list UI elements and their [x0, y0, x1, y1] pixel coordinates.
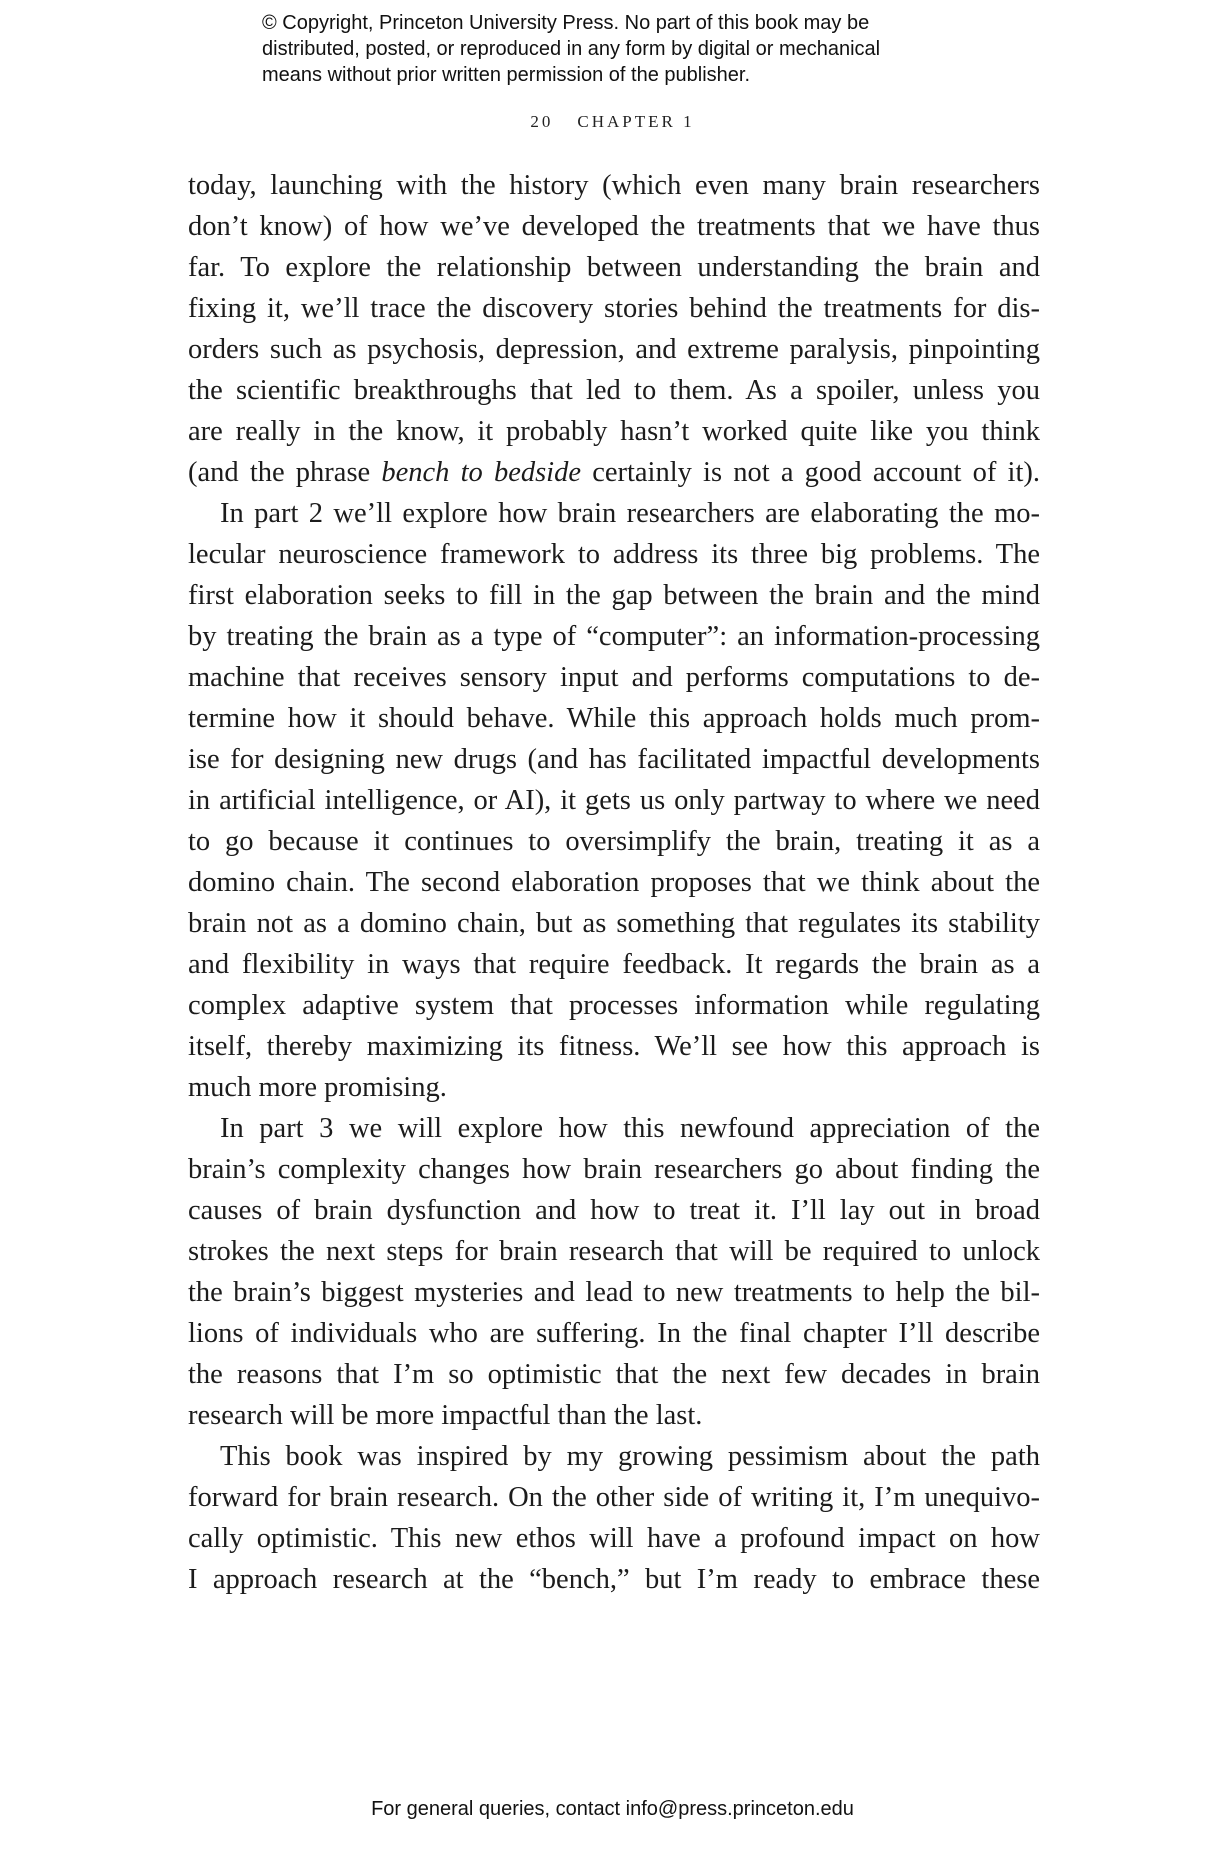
- text-line: ise for designing new drugs (and has facilitated impactful developments: [188, 744, 1040, 775]
- text-line: In part 3 we will explore how this newfound appreciation of the: [220, 1113, 1040, 1144]
- paragraph-2: [188, 493, 1040, 1108]
- text-line: the scientific breakthroughs that led to them. As a spoiler, unless you: [188, 375, 1040, 406]
- text-line: orders such as psychosis, depression, and extreme paralysis, pinpointing: [188, 334, 1040, 365]
- page-number: 20: [530, 112, 554, 131]
- text-line: by treating the brain as a type of “computer”: an information-processing: [188, 621, 1040, 652]
- text-line: fixing it, we’ll trace the discovery stories behind the treatments for dis-: [188, 293, 1040, 324]
- copyright-line: means without prior written permission of the publisher.: [262, 64, 751, 86]
- text-line: machine that receives sensory input and performs computations to de-: [188, 662, 1040, 693]
- text-line: I approach research at the “bench,” but I’m ready to embrace these: [188, 1564, 1040, 1595]
- text-line: causes of brain dysfunction and how to treat it. I’ll lay out in broad: [188, 1195, 1040, 1226]
- text-line: and flexibility in ways that require feedback. It regards the brain as a: [188, 949, 1040, 980]
- text-line: forward for brain research. On the other side of writing it, I’m unequivo-: [188, 1482, 1040, 1513]
- text-line: strokes the next steps for brain research that will be required to unlock: [188, 1236, 1040, 1267]
- paragraph-3: [188, 1108, 1040, 1436]
- text-line: the brain’s biggest mysteries and lead to new treatments to help the bil-: [188, 1277, 1040, 1308]
- text-line: brain not as a domino chain, but as something that regulates its stability: [188, 908, 1040, 939]
- text-line: In part 2 we’ll explore how brain researchers are elaborating the mo-: [220, 498, 1040, 529]
- text-line: complex adaptive system that processes information while regulating: [188, 990, 1040, 1021]
- paragraph-4: [188, 1436, 1040, 1600]
- paragraph-1: [188, 165, 1040, 493]
- text-line: domino chain. The second elaboration proposes that we think about the: [188, 867, 1040, 898]
- text-line: don’t know) of how we’ve developed the treatments that we have thus: [188, 211, 1040, 242]
- text-line: much more promising.: [188, 1072, 447, 1103]
- text-line: in artificial intelligence, or AI), it gets us only partway to where we need: [188, 785, 1040, 816]
- text-line: This book was inspired by my growing pessimism about the path: [220, 1441, 1040, 1472]
- text-line: far. To explore the relationship between understanding the brain and: [188, 252, 1040, 283]
- text-line-with-italic: [188, 452, 1040, 493]
- text-line: cally optimistic. This new ethos will have a profound impact on how: [188, 1523, 1040, 1554]
- text-line: are really in the know, it probably hasn’t worked quite like you think: [188, 416, 1040, 447]
- copyright-notice: [262, 10, 1022, 88]
- chapter-label: CHAPTER 1: [577, 112, 695, 131]
- text-line: research will be more impactful than the last.: [188, 1400, 703, 1431]
- text-line: brain’s complexity changes how brain researchers go about finding the: [188, 1154, 1040, 1185]
- text-line: first elaboration seeks to fill in the gap between the brain and the mind: [188, 580, 1040, 611]
- text-line: to go because it continues to oversimplify the brain, treating it as a: [188, 826, 1040, 857]
- running-head: [0, 112, 1225, 132]
- italic-phrase: bench to bedside: [381, 457, 582, 488]
- body-text: [188, 165, 1040, 1600]
- text-line: lecular neuroscience framework to address its three big problems. The: [188, 539, 1040, 570]
- text-line: lions of individuals who are suffering. In the final chapter I’ll describe: [188, 1318, 1040, 1349]
- text-run: (and the phrase: [188, 457, 382, 488]
- text-line: itself, thereby maximizing its fitness. We’ll see how this approach is: [188, 1031, 1040, 1062]
- copyright-line: © Copyright, Princeton University Press. No part of this book may be: [262, 12, 870, 34]
- copyright-line: distributed, posted, or reproduced in any form by digital or mechanical: [262, 38, 881, 60]
- text-line: the reasons that I’m so optimistic that the next few decades in brain: [188, 1359, 1040, 1390]
- text-run: certainly is not a good account of it).: [581, 457, 1041, 488]
- text-line: today, launching with the history (which even many brain researchers: [188, 170, 1040, 201]
- text-line: termine how it should behave. While this approach holds much prom-: [188, 703, 1040, 734]
- footer-contact: For general queries, contact info@press.princeton.edu: [371, 1798, 854, 1820]
